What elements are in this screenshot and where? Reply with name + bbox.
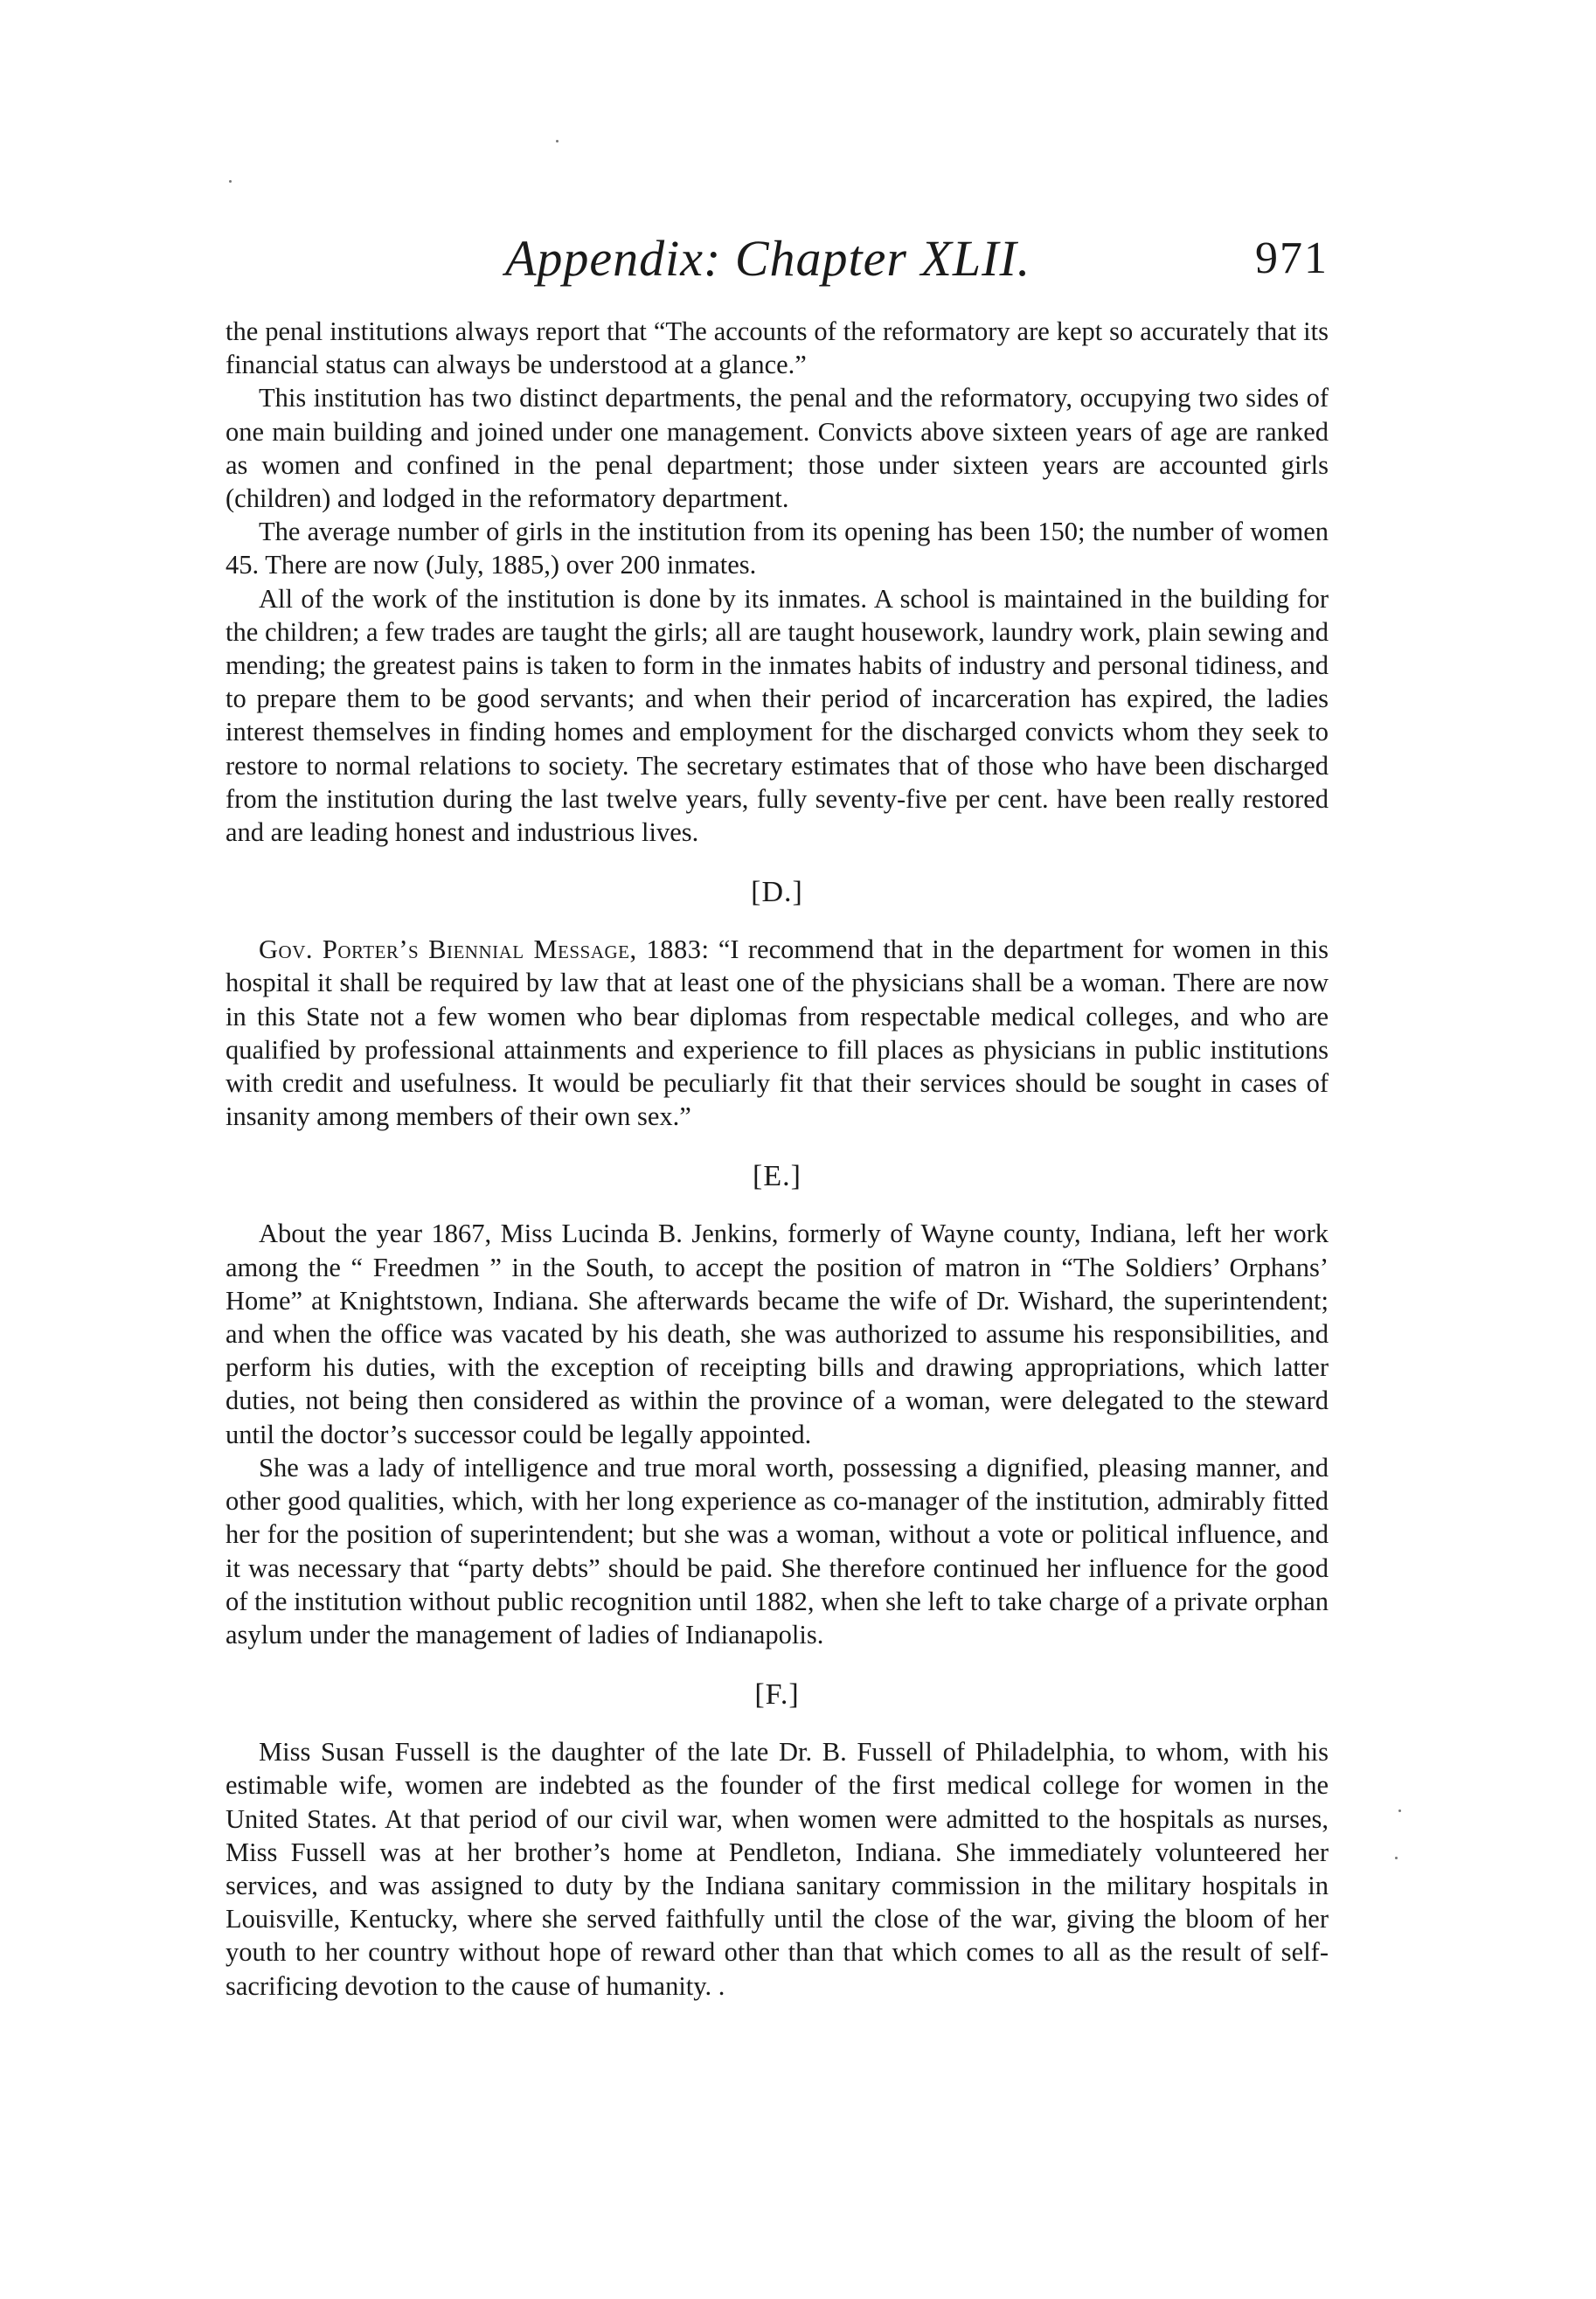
section-label-f: [F.] [754,1678,800,1712]
page-number: 971 [1255,233,1329,283]
page-body [226,315,1329,2003]
paragraph: the penal institutions always report that “The accounts of the reformatory are kept so accurately that its financial status can always be understood at a glance.” [226,316,1329,380]
paper-speck [556,140,559,142]
paragraph: The average number of girls in the institution from its opening has been 150; the number of women 45. There are now (July, 1885,) over 200 inmates. [226,517,1329,580]
message-title: Gov. Porter’s Biennial Message, 1883: [259,934,710,965]
paragraph: This institution has two distinct departments, the penal and the reformatory, occupying two sides of one main building and joined under one management. Convicts above sixteen years of age are ranked as women and confined in the penal department; those under sixteen years are accounted girls (children) and lodged in the reformatory department. [226,383,1329,514]
paper-speck [1395,1857,1398,1859]
paper-speck [229,180,232,183]
paper-speck [1398,1809,1401,1812]
paragraph: Miss Susan Fussell is the daughter of the late Dr. B. Fussell of Philadelphia, to whom, with his estimable wife, women are indebted as the founder of the first medical college for women in the United States. At that period of our civil war, when women were admitted to the hospitals as nurses, Miss Fussell was at her brother’s home at Pendleton, Indiana. She immediately volunteered her services, and was assigned to duty by the Indiana sanitary commission in the military hospitals in Louisville, Kentucky, where she served faithfully until the close of the war, giving the bloom of her youth to her country without hope of reward other than that which comes to all as the result of self-sacrificing devotion to the cause of humanity. . [226,1737,1329,2001]
paragraph [226,933,1329,1133]
section-label-e: [E.] [753,1160,801,1193]
paragraph: About the year 1867, Miss Lucinda B. Jenkins, formerly of Wayne county, Indiana, left her work among the “ Freedmen ” in the South, to accept the position of matron in “The Soldiers’ Orphans’ Home” at Knightstown, Indiana. She afterwards became the wife of Dr. Wishard, the superintendent; and when the office was vacated by his death, she was authorized to assume his responsibilities, and perform his duties, with the exception of receipting bills and drawing appropriations, which latter duties, not being then considered as within the province of a woman, were delegated to the steward until the doctor’s successor could be legally appointed. [226,1219,1329,1449]
section-label-d: [D.] [751,876,803,909]
paragraph: She was a lady of intelligence and true moral worth, possessing a dignified, pleasing manner, and other good qualities, which, with her long experience as co-manager of the institution, admirably fitted her for the position of superintendent; but she was a woman, without a vote or political influence, and it was necessary that “party debts” should be paid. She therefore continued her influence for the good of the institution without public recognition until 1882, when she left to take charge of a private orphan asylum under the management of ladies of Indianapolis. [226,1452,1329,1650]
paragraph: All of the work of the institution is done by its inmates. A school is maintained in the building for the children; a few trades are taught the girls; all are taught housework, laundry work, plain sewing and mending; the greatest pains is taken to form in the inmates habits of industry and personal tidiness, and to prepare them to be good servants; and when their period of incarceration has expired, the ladies interest themselves in finding homes and employment for the discharged convicts whom they seek to restore to normal relations to society. The secretary estimates that of those who have been discharged from the institution during the last twelve years, fully seventy-five per cent. have been really restored and are leading honest and industrious lives. [226,583,1329,848]
running-head: Appendix: Chapter XLII. [505,230,1031,287]
page-header [226,226,1329,295]
message-text: “I recommend that in the department for women in this hospital it shall be required by law that at least one of the physicians shall be a woman. There are now in this State not a few women who bear diplomas from respectable medical colleges, and who are qualified by professional attainments and experience to fill places as physicians in public institutions with credit and usefulness. It would be peculiarly fit that their services should be sought in cases of insanity among members of their own sex.” [226,934,1329,1132]
